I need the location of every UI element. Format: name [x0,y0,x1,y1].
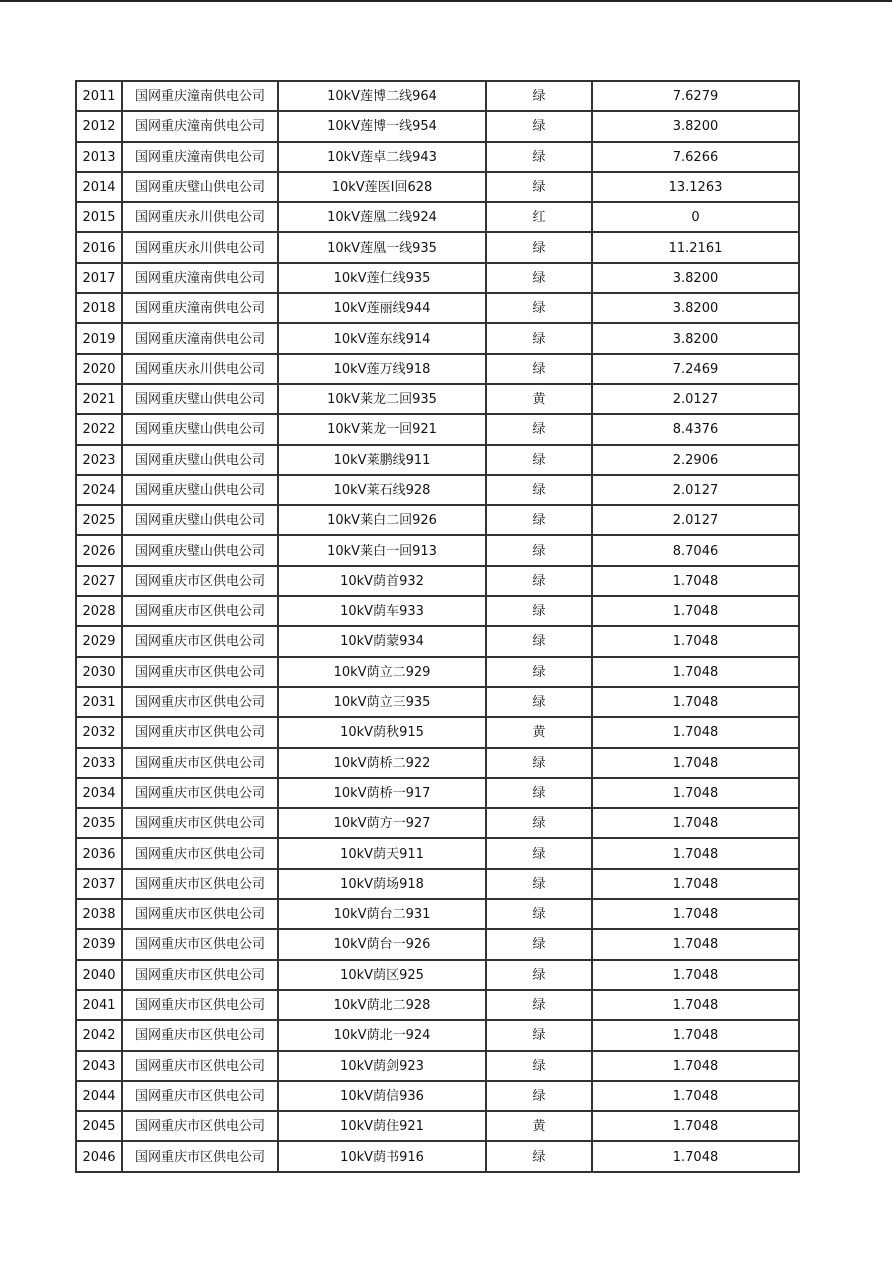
company-cell: 国网重庆市区供电公司 [122,1020,278,1050]
company-cell: 国网重庆市区供电公司 [122,748,278,778]
table-row [76,81,799,111]
status-cell: 绿 [486,535,592,565]
row-id-cell: 2036 [76,838,122,868]
value-cell: 1.7048 [592,778,799,808]
table-row [76,142,799,172]
value-cell: 2.0127 [592,384,799,414]
row-id-cell: 2023 [76,445,122,475]
status-cell: 绿 [486,445,592,475]
table-row [76,687,799,717]
company-cell: 国网重庆市区供电公司 [122,1111,278,1141]
company-cell: 国网重庆市区供电公司 [122,960,278,990]
value-cell: 1.7048 [592,899,799,929]
value-cell: 1.7048 [592,1020,799,1050]
line-name-cell: 10kV莲仁线935 [278,263,486,293]
value-cell: 1.7048 [592,596,799,626]
table-row [76,899,799,929]
status-cell: 绿 [486,475,592,505]
line-name-cell: 10kV荫桥一917 [278,778,486,808]
table-row [76,1020,799,1050]
company-cell: 国网重庆璧山供电公司 [122,445,278,475]
table-row [76,929,799,959]
value-cell: 2.0127 [592,475,799,505]
table-row [76,838,799,868]
row-id-cell: 2038 [76,899,122,929]
row-id-cell: 2035 [76,808,122,838]
company-cell: 国网重庆市区供电公司 [122,657,278,687]
company-cell: 国网重庆璧山供电公司 [122,475,278,505]
row-id-cell: 2012 [76,111,122,141]
value-cell: 3.8200 [592,263,799,293]
line-name-cell: 10kV莲博二线964 [278,81,486,111]
table-row [76,566,799,596]
status-cell: 绿 [486,990,592,1020]
company-cell: 国网重庆璧山供电公司 [122,172,278,202]
company-cell: 国网重庆永川供电公司 [122,354,278,384]
value-cell: 1.7048 [592,929,799,959]
company-cell: 国网重庆市区供电公司 [122,1051,278,1081]
status-cell: 绿 [486,657,592,687]
value-cell: 13.1263 [592,172,799,202]
company-cell: 国网重庆市区供电公司 [122,1081,278,1111]
line-name-cell: 10kV莲凰一线935 [278,232,486,262]
row-id-cell: 2014 [76,172,122,202]
table-row [76,414,799,444]
row-id-cell: 2031 [76,687,122,717]
company-cell: 国网重庆市区供电公司 [122,869,278,899]
line-name-cell: 10kV莲博一线954 [278,111,486,141]
line-name-cell: 10kV莱白二回926 [278,505,486,535]
company-cell: 国网重庆潼南供电公司 [122,323,278,353]
company-cell: 国网重庆市区供电公司 [122,838,278,868]
line-name-cell: 10kV莲卓二线943 [278,142,486,172]
line-name-cell: 10kV荫车933 [278,596,486,626]
company-cell: 国网重庆潼南供电公司 [122,293,278,323]
company-cell: 国网重庆市区供电公司 [122,687,278,717]
table-row [76,293,799,323]
table-row [76,505,799,535]
table-row [76,232,799,262]
company-cell: 国网重庆璧山供电公司 [122,414,278,444]
company-cell: 国网重庆璧山供电公司 [122,505,278,535]
row-id-cell: 2017 [76,263,122,293]
value-cell: 1.7048 [592,748,799,778]
row-id-cell: 2042 [76,1020,122,1050]
value-cell: 1.7048 [592,626,799,656]
value-cell: 8.4376 [592,414,799,444]
value-cell: 1.7048 [592,838,799,868]
line-name-cell: 10kV荫桥二922 [278,748,486,778]
table-row [76,263,799,293]
table-row [76,808,799,838]
line-name-cell: 10kV莲东线914 [278,323,486,353]
company-cell: 国网重庆市区供电公司 [122,929,278,959]
status-cell: 绿 [486,1051,592,1081]
value-cell: 3.8200 [592,323,799,353]
line-name-cell: 10kV荫北二928 [278,990,486,1020]
value-cell: 1.7048 [592,687,799,717]
row-id-cell: 2028 [76,596,122,626]
value-cell: 3.8200 [592,293,799,323]
company-cell: 国网重庆市区供电公司 [122,596,278,626]
status-cell: 绿 [486,263,592,293]
company-cell: 国网重庆市区供电公司 [122,778,278,808]
status-cell: 绿 [486,566,592,596]
value-cell: 1.7048 [592,1081,799,1111]
status-cell: 绿 [486,869,592,899]
table-row [76,990,799,1020]
value-cell: 1.7048 [592,808,799,838]
status-cell: 黄 [486,1111,592,1141]
status-cell: 绿 [486,354,592,384]
status-cell: 绿 [486,323,592,353]
line-name-cell: 10kV荫北一924 [278,1020,486,1050]
company-cell: 国网重庆市区供电公司 [122,1141,278,1171]
status-cell: 绿 [486,414,592,444]
line-name-cell: 10kV荫方一927 [278,808,486,838]
status-cell: 绿 [486,172,592,202]
line-name-cell: 10kV莲凰二线924 [278,202,486,232]
row-id-cell: 2040 [76,960,122,990]
table-row [76,748,799,778]
status-cell: 绿 [486,81,592,111]
value-cell: 0 [592,202,799,232]
status-cell: 绿 [486,596,592,626]
row-id-cell: 2024 [76,475,122,505]
table-row [76,778,799,808]
line-name-cell: 10kV莱龙一回921 [278,414,486,444]
company-cell: 国网重庆潼南供电公司 [122,142,278,172]
row-id-cell: 2026 [76,535,122,565]
row-id-cell: 2011 [76,81,122,111]
status-cell: 绿 [486,929,592,959]
line-name-cell: 10kV荫台二931 [278,899,486,929]
company-cell: 国网重庆潼南供电公司 [122,263,278,293]
company-cell: 国网重庆市区供电公司 [122,566,278,596]
table-row [76,354,799,384]
company-cell: 国网重庆潼南供电公司 [122,81,278,111]
value-cell: 1.7048 [592,657,799,687]
value-cell: 1.7048 [592,566,799,596]
line-name-cell: 10kV莲医I回628 [278,172,486,202]
status-cell: 绿 [486,232,592,262]
row-id-cell: 2013 [76,142,122,172]
line-name-cell: 10kV荫秋915 [278,717,486,747]
table-row [76,111,799,141]
table-row [76,323,799,353]
status-cell: 绿 [486,808,592,838]
value-cell: 7.6266 [592,142,799,172]
row-id-cell: 2020 [76,354,122,384]
row-id-cell: 2030 [76,657,122,687]
status-cell: 绿 [486,293,592,323]
value-cell: 1.7048 [592,717,799,747]
status-cell: 绿 [486,1020,592,1050]
table-row [76,1051,799,1081]
company-cell: 国网重庆璧山供电公司 [122,384,278,414]
value-cell: 2.0127 [592,505,799,535]
row-id-cell: 2045 [76,1111,122,1141]
company-cell: 国网重庆潼南供电公司 [122,111,278,141]
value-cell: 8.7046 [592,535,799,565]
status-cell: 绿 [486,778,592,808]
company-cell: 国网重庆璧山供电公司 [122,535,278,565]
value-cell: 3.8200 [592,111,799,141]
table-row [76,596,799,626]
status-cell: 黄 [486,717,592,747]
table-row [76,172,799,202]
row-id-cell: 2019 [76,323,122,353]
row-id-cell: 2015 [76,202,122,232]
line-name-cell: 10kV莱鹏线911 [278,445,486,475]
line-name-cell: 10kV荫立二929 [278,657,486,687]
company-cell: 国网重庆市区供电公司 [122,899,278,929]
row-id-cell: 2034 [76,778,122,808]
line-name-cell: 10kV荫剑923 [278,1051,486,1081]
status-cell: 绿 [486,142,592,172]
line-name-cell: 10kV荫蒙934 [278,626,486,656]
row-id-cell: 2032 [76,717,122,747]
value-cell: 1.7048 [592,1141,799,1171]
value-cell: 7.2469 [592,354,799,384]
table-row [76,384,799,414]
row-id-cell: 2041 [76,990,122,1020]
status-cell: 黄 [486,384,592,414]
value-cell: 1.7048 [592,869,799,899]
line-name-cell: 10kV荫立三935 [278,687,486,717]
table-row [76,1081,799,1111]
value-cell: 1.7048 [592,1051,799,1081]
table-row [76,960,799,990]
row-id-cell: 2046 [76,1141,122,1171]
line-name-cell: 10kV莱白一回913 [278,535,486,565]
line-name-cell: 10kV荫书916 [278,1141,486,1171]
value-cell: 1.7048 [592,960,799,990]
company-cell: 国网重庆永川供电公司 [122,232,278,262]
value-cell: 1.7048 [592,990,799,1020]
company-cell: 国网重庆市区供电公司 [122,808,278,838]
table-row [76,1141,799,1171]
company-cell: 国网重庆市区供电公司 [122,717,278,747]
value-cell: 2.2906 [592,445,799,475]
status-cell: 绿 [486,960,592,990]
line-name-cell: 10kV荫首932 [278,566,486,596]
status-cell: 绿 [486,626,592,656]
company-cell: 国网重庆市区供电公司 [122,626,278,656]
row-id-cell: 2029 [76,626,122,656]
status-cell: 绿 [486,505,592,535]
company-cell: 国网重庆永川供电公司 [122,202,278,232]
status-cell: 红 [486,202,592,232]
line-name-cell: 10kV荫天911 [278,838,486,868]
table-row [76,717,799,747]
row-id-cell: 2044 [76,1081,122,1111]
status-cell: 绿 [486,111,592,141]
value-cell: 7.6279 [592,81,799,111]
line-name-cell: 10kV荫区925 [278,960,486,990]
status-cell: 绿 [486,838,592,868]
status-cell: 绿 [486,1141,592,1171]
row-id-cell: 2016 [76,232,122,262]
status-cell: 绿 [486,899,592,929]
table-row [76,475,799,505]
table-row [76,626,799,656]
table-row [76,202,799,232]
row-id-cell: 2022 [76,414,122,444]
line-name-cell: 10kV荫住921 [278,1111,486,1141]
value-cell: 1.7048 [592,1111,799,1141]
table-row [76,869,799,899]
row-id-cell: 2039 [76,929,122,959]
row-id-cell: 2037 [76,869,122,899]
row-id-cell: 2021 [76,384,122,414]
table-body [76,81,799,1172]
status-cell: 绿 [486,748,592,778]
line-name-cell: 10kV荫信936 [278,1081,486,1111]
row-id-cell: 2018 [76,293,122,323]
line-name-cell: 10kV荫台一926 [278,929,486,959]
row-id-cell: 2027 [76,566,122,596]
line-name-cell: 10kV莲万线918 [278,354,486,384]
table-row [76,535,799,565]
table-row [76,657,799,687]
line-name-cell: 10kV莱龙二回935 [278,384,486,414]
page-top-rule [0,0,892,2]
table-row [76,1111,799,1141]
line-name-cell: 10kV荫场918 [278,869,486,899]
row-id-cell: 2025 [76,505,122,535]
row-id-cell: 2033 [76,748,122,778]
status-cell: 绿 [486,687,592,717]
company-cell: 国网重庆市区供电公司 [122,990,278,1020]
line-name-cell: 10kV莱石线928 [278,475,486,505]
line-name-cell: 10kV莲丽线944 [278,293,486,323]
value-cell: 11.2161 [592,232,799,262]
data-table [75,80,800,1173]
status-cell: 绿 [486,1081,592,1111]
table-row [76,445,799,475]
row-id-cell: 2043 [76,1051,122,1081]
